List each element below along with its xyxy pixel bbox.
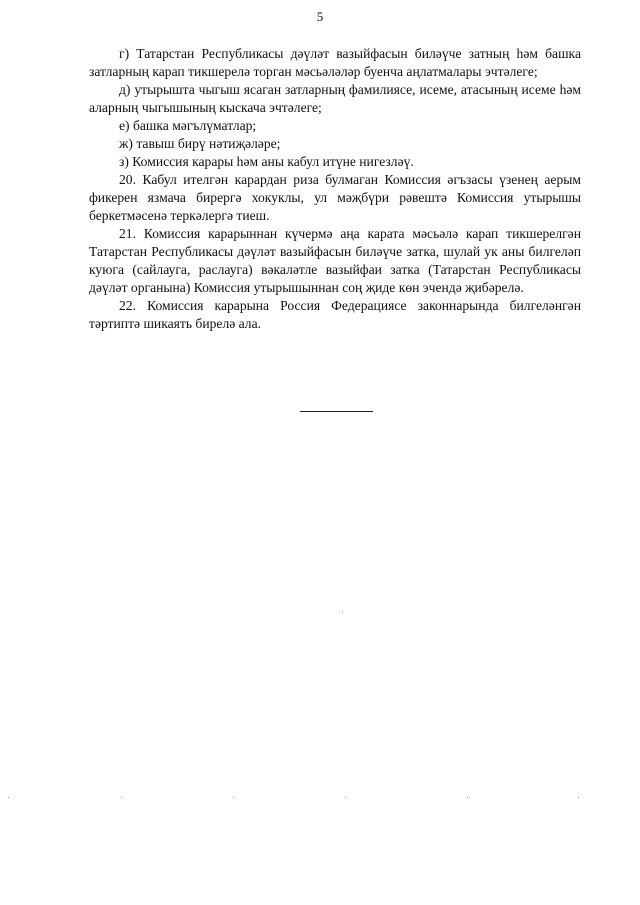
- scan-speck: [342, 612, 343, 613]
- clause-22: 22. Комиссия карарына Россия Федерациясе законнарында билгеләнгән тәртиптә шикаять бирелә ала.: [89, 298, 581, 331]
- list-item-e: е) башка мәгълүматлар;: [119, 118, 257, 133]
- scan-speck: [578, 797, 579, 798]
- scan-speck: [467, 797, 468, 798]
- list-item-z: з) Комиссия карары һәм аны кабул итүне нигезләү.: [119, 154, 414, 169]
- scan-speck: [345, 797, 346, 798]
- clause-21: 21. Комиссия карарыннан күчермә аңа карата мәсьәлә карап тикшерелгән Татарстан Республикасы дәүләт вазыйфасын биләүче затка, шулай ук аны билгеләп куюга (сайлауга, раслауга) вәкаләтле вазыйфаи затка (Татарстан Республикасы дәүләт органына) Комиссия утырышыннан соң җиде көн эчендә җибәрелә.: [89, 226, 581, 295]
- clause-20: 20. Кабул ителгән карардан риза булмаган Комиссия әгъзасы үзенең аерым фикерен язмача бирергә хокуклы, ул мәҗбүри рәвештә Комиссия утырышы беркетмәсенә теркәлергә тиеш.: [89, 172, 581, 223]
- scan-speck: [121, 797, 122, 798]
- document-body: [89, 45, 581, 333]
- list-item-zh: ж) тавыш бирү нәтиҗәләре;: [119, 136, 281, 151]
- end-separator-line: [300, 411, 373, 412]
- list-item-d: д) утырышта чыгыш ясаган затларның фамилиясе, исеме, атасының исеме һәм аларның чыгышының кыскача эчтәлеге;: [89, 82, 581, 115]
- scan-speck: [233, 797, 234, 798]
- list-item-g: г) Татарстан Республикасы дәүләт вазыйфасын биләүче затның һәм башка затларның карап тикшерелә торган мәсьәләләр буенча аңлатмалары эчтәлеге;: [89, 46, 581, 79]
- scan-speck: [8, 797, 9, 798]
- page-number: 5: [316, 9, 324, 24]
